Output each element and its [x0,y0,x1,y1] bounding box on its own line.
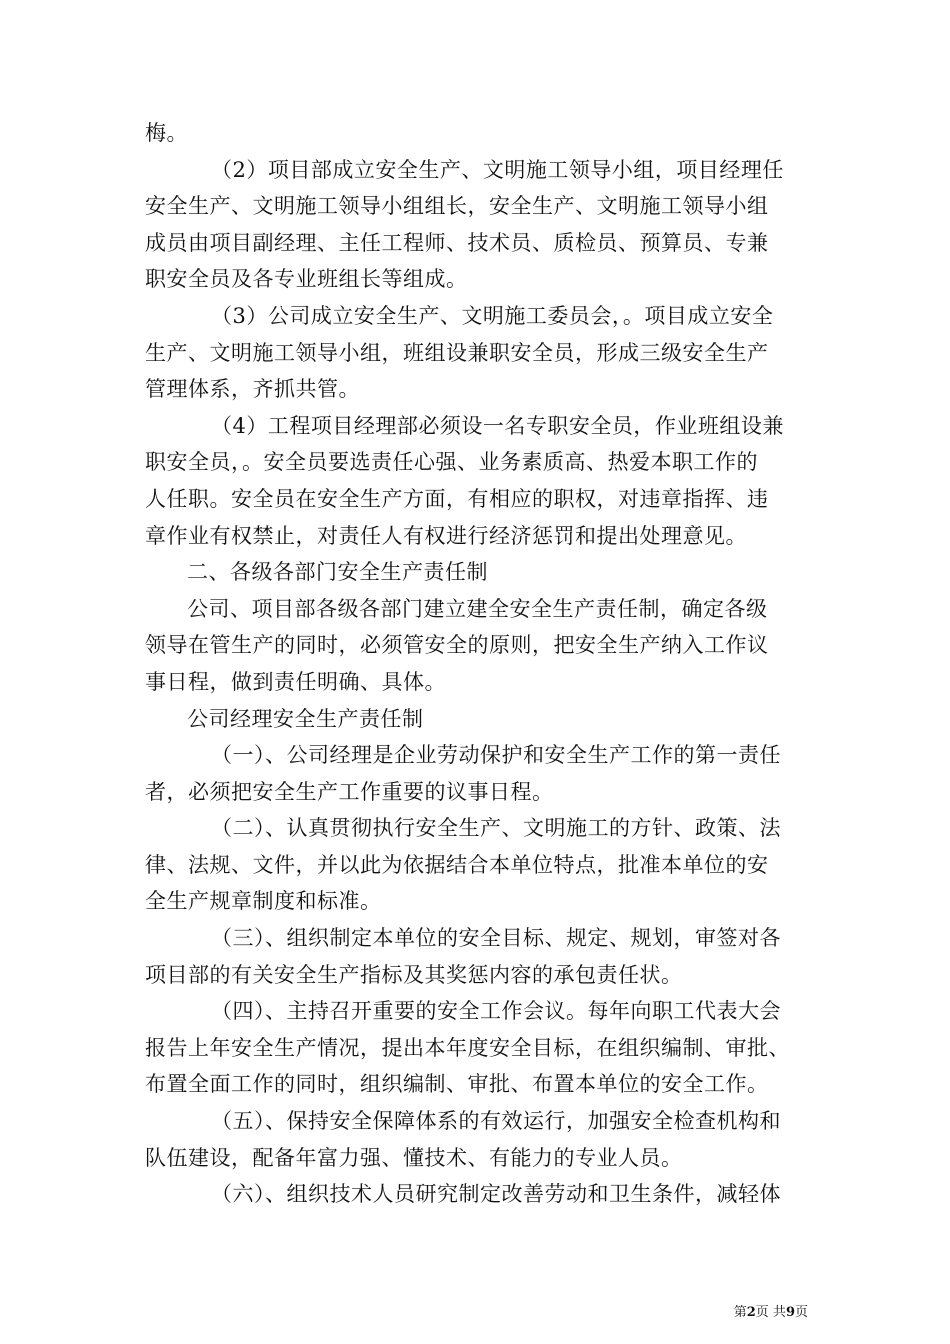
text-line: 生产、文明施工领导小组，班组设兼职安全员，形成三级安全生产 [145,340,769,365]
text-line: 梅。 [145,121,188,145]
text-line: 章作业有权禁止，对责任人有权进行经济惩罚和提出处理意见。 [145,523,747,548]
text-line: （四）、主持召开重要的安全工作会议。每年向职工代表大会 [211,999,781,1024]
text-line: 管理体系，齐抓共管。 [145,377,360,402]
text-line: 职安全员及各专业班组长等组成。 [145,267,468,292]
total-pages-number: 9 [785,1305,795,1320]
text-line: （4）工程项目经理部必须设一名专职安全员，作业班组设兼 [211,413,784,438]
text-line: （一）、公司经理是企业劳动保护和安全生产工作的第一责任 [211,743,781,768]
text-line: 队伍建设，配备年富力强、懂技术、有能力的专业人员。 [145,1145,683,1170]
text-line: 事日程，做到责任明确、具体。 [145,669,446,694]
current-page-number: 2 [746,1305,756,1320]
text-line: 全生产规章制度和标准。 [145,889,382,914]
subsection-heading: 公司经理安全生产责任制 [187,706,424,731]
text-line: （五）、保持安全保障体系的有效运行，加强安全检查机构和 [211,1109,781,1134]
footer-suffix: 页 [794,1305,808,1320]
text-line: 安全生产、文明施工领导小组组长，安全生产、文明施工领导小组 [145,194,769,219]
text-line: 领导在管生产的同时，必须管安全的原则，把安全生产纳入工作议 [145,633,769,658]
text-line: 人任职。安全员在安全生产方面，有相应的职权，对违章指挥、违 [145,486,769,511]
text-line: （3）公司成立安全生产、文明施工委员会，。项目成立安全 [211,303,774,328]
text-line: 律、法规、文件，并以此为依据结合本单位特点，批准本单位的安 [145,852,769,877]
footer-prefix: 第 [733,1305,747,1320]
text-line: 项目部的有关安全生产指标及其奖惩内容的承包责任状。 [145,962,683,987]
page-footer [0,1304,808,1322]
document-body [145,115,810,1213]
text-line: （二）、认真贯彻执行安全生产、文明施工的方针、政策、法 [211,816,781,841]
text-line: 布置全面工作的同时，组织编制、审批、布置本单位的安全工作。 [145,1072,769,1097]
section-heading: 二、各级各部门安全生产责任制 [187,560,488,585]
text-line: 职安全员，。安全员要选责任心强、业务素质高、热爱本职工作的 [145,450,758,475]
text-line: 者，必须把安全生产工作重要的议事日程。 [145,779,554,804]
text-line: 报告上年安全生产情况，提出本年度安全目标，在组织编制、审批、 [145,1035,790,1060]
text-line: （六）、组织技术人员研究制定改善劳动和卫生条件，减轻体 [211,1182,781,1207]
footer-middle: 页 共 [755,1305,786,1320]
text-line: （三）、组织制定本单位的安全目标、规定、规划，审签对各 [211,926,781,951]
text-line: 公司、项目部各级各部门建立建全安全生产责任制，确定各级 [187,596,768,621]
text-line: 成员由项目副经理、主任工程师、技术员、质检员、预算员、专兼 [145,230,769,255]
text-line: （2）项目部成立安全生产、文明施工领导小组，项目经理任 [211,157,784,182]
